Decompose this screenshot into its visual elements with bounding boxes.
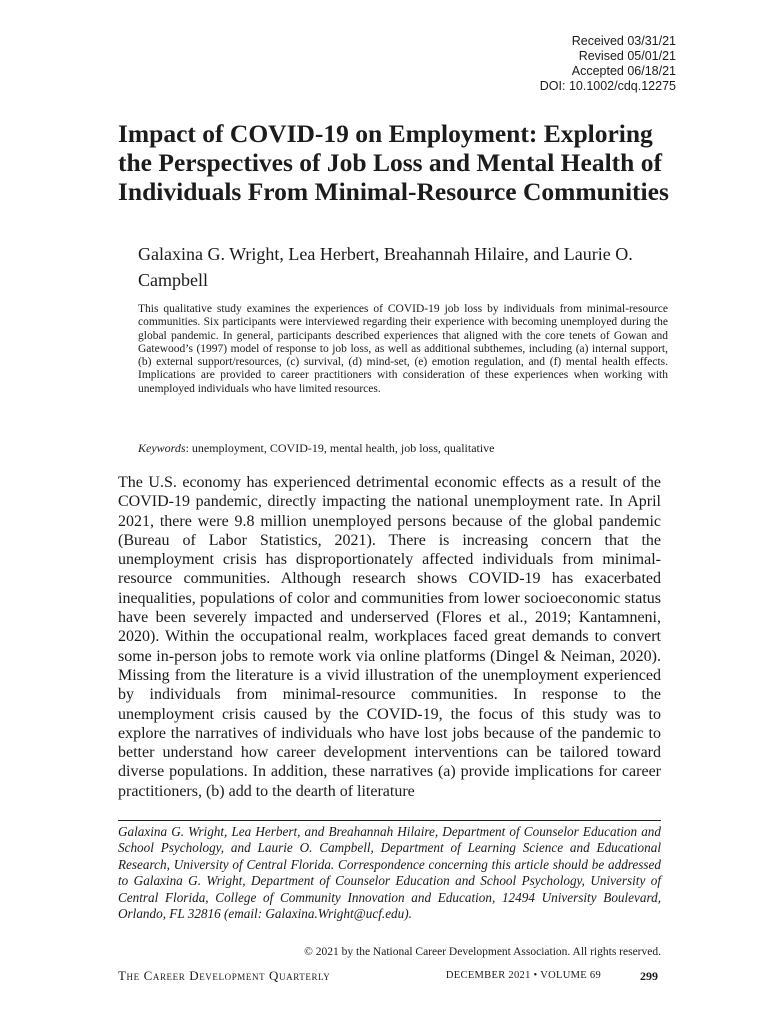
article-history [540, 34, 676, 94]
page-number: 299 [640, 969, 658, 983]
doi: DOI: 10.1002/cdq.12275 [539, 79, 676, 93]
journal-name: The Career Development Quarterly [118, 968, 331, 983]
accepted-date: Accepted 06/18/21 [571, 64, 676, 78]
abstract: This qualitative study examines the experiences of COVID-19 job loss by individuals from minimal-resource communities. Six participants were interviewed regarding their experience with becoming unemployed during the global pandemic. In general, participants described experiences that aligned with the core tenets of Gowan and Gatewood’s (1997) model of response to job loss, as well as additional subthemes, including (a) internal support, (b) external support/resources, (c) survival, (d) mind-set, (e) emotion regulation, and (f) mental health effects. Implications are provided to career practitioners with consideration of these experiences when working with unemployed individuals who have limited resources. [138, 303, 668, 395]
body-paragraph: The U.S. economy has experienced detrimental economic effects as a result of the COVID-19 pandemic, directly impacting the national unemployment rate. In April 2021, there were 9.8 million unemployed persons because of the global pandemic (Bureau of Labor Statistics, 2021). There is increasing concern that the unemployment crisis has disproportionately affected individuals from minimal-resource communities. Although research shows COVID-19 has exacerbated inequalities, populations of color and communities from lower socioeconomic status have been severely impacted and underserved (Flores et al., 2019; Kantamneni, 2020). Within the occupational realm, workplaces faced great demands to convert some in-person jobs to remote work via online platforms (Dingel & Neiman, 2020). Missing from the literature is a vivid illustration of the unemployment experienced by individuals from minimal-resource communities. In response to the unemployment crisis caused by the COVID-19, the focus of this study was to explore the narratives of individuals who have lost jobs because of the pandemic to better understand how career development interventions can be tailored toward diverse populations. In addition, these narratives (a) provide implications for career practitioners, (b) add to the dearth of literature [118, 474, 661, 800]
revised-date: Revised 05/01/21 [578, 49, 676, 63]
footnote-divider [118, 820, 661, 821]
issue-info: DECEMBER 2021 • VOLUME 69 [445, 970, 601, 981]
copyright-notice: © 2021 by the National Career Development Association. All rights reserved. [304, 946, 661, 958]
running-footer [118, 968, 661, 984]
keywords-list: : unemployment, COVID-19, mental health, job loss, qualitative [185, 441, 495, 455]
author-list: Galaxina G. Wright, Lea Herbert, Breahannah Hilaire, and Laurie O. Campbell [138, 244, 633, 290]
keywords [138, 441, 668, 455]
keywords-label: Keywords [138, 441, 186, 455]
article-title: Impact of COVID-19 on Employment: Exploring the Perspectives of Job Loss and Mental Health of Individuals From Minimal-Resource Communities [118, 119, 669, 206]
author-footnote: Galaxina G. Wright, Lea Herbert, and Breahannah Hilaire, Department of Counselor Education and School Psychology, and Laurie O. Campbell, Department of Learning Science and Educational Research, University of Central Florida. Correspondence concerning this article should be addressed to Galaxina G. Wright, Department of Counselor Education and School Psychology, University of Central Florida, College of Community Innovation and Education, 12494 University Boulevard, Orlando, FL 32816 (email: Galaxina.Wright@ucf.edu). [118, 824, 661, 922]
received-date: Received 03/31/21 [571, 34, 676, 48]
